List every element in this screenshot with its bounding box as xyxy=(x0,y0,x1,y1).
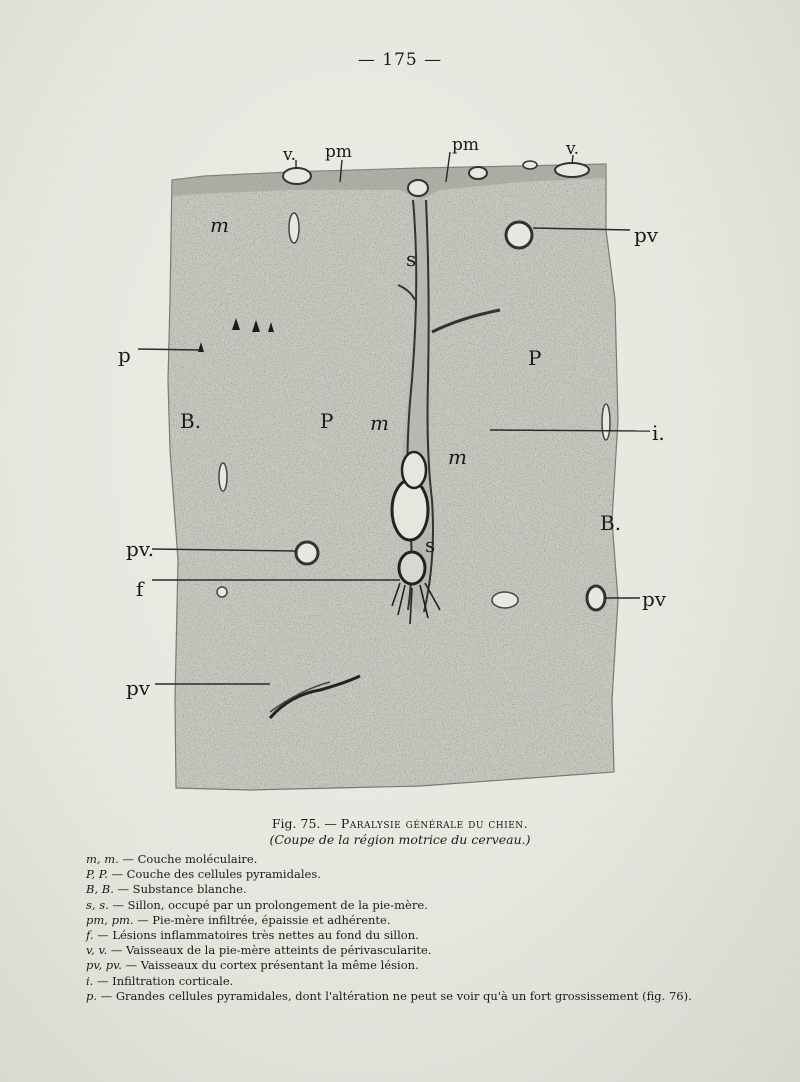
figure-legend xyxy=(86,852,766,1004)
legend-key: p. xyxy=(86,988,98,1003)
label-i-right: i. xyxy=(652,421,665,445)
legend-item xyxy=(86,913,766,928)
label-pm-right: pm xyxy=(452,135,480,155)
figure-caption-title xyxy=(0,815,800,832)
legend-key: pv, pv. xyxy=(86,958,122,973)
label-B-left: B. xyxy=(180,409,202,433)
label-B-right: B. xyxy=(600,511,622,535)
vessel-pv-left-mid xyxy=(296,542,318,564)
legend-item xyxy=(86,898,766,913)
legend-key: s, s. xyxy=(86,897,109,912)
legend-key: P, P. xyxy=(86,867,108,882)
legend-item xyxy=(86,943,766,958)
legend-item xyxy=(86,928,766,943)
vessel-v-left xyxy=(283,168,311,184)
legend-key: pm, pm. xyxy=(86,912,134,927)
legend-item xyxy=(86,867,766,882)
figure-caption-subtitle: (Coupe de la région motrice du cerveau.) xyxy=(269,832,531,847)
label-p-left: p xyxy=(118,343,131,367)
legend-item xyxy=(86,852,766,867)
vessel-pv-right-mid xyxy=(587,586,605,610)
vessel-pv-top-right xyxy=(506,222,532,248)
legend-text: — Pie-mère infiltrée, épaissie et adhérente. xyxy=(133,912,391,927)
label-P-right: P xyxy=(528,346,542,370)
legend-text: — Vaisseaux de la pie-mère atteints de périvascularite. xyxy=(107,943,432,958)
legend-text: — Grandes cellules pyramidales, dont l'altération ne peut se voir qu'à un fort grossissement (fig. 76). xyxy=(97,988,692,1003)
label-s-bottom: s xyxy=(425,533,436,557)
label-v-left: v. xyxy=(283,145,296,165)
legend-text: — Vaisseaux du cortex présentant la même lésion. xyxy=(121,958,419,973)
label-s-top: s xyxy=(406,247,417,271)
legend-text: — Couche moléculaire. xyxy=(118,852,258,866)
legend-item xyxy=(86,958,766,973)
legend-key: v, v. xyxy=(86,943,108,958)
vessel-v-right xyxy=(555,163,589,177)
legend-key: f. xyxy=(86,928,94,943)
legend-item xyxy=(86,989,766,1004)
label-pm-left: pm xyxy=(325,142,353,162)
legend-text: — Couche des cellules pyramidales. xyxy=(107,867,321,882)
legend-item xyxy=(86,974,766,989)
label-m-top: m xyxy=(210,213,229,237)
label-pv-bottom-left: pv xyxy=(126,676,151,700)
legend-key: B, B. xyxy=(86,882,114,897)
label-pv-left-mid: pv. xyxy=(126,537,155,561)
label-P-left: P xyxy=(320,409,334,433)
label-pv-right-mid: pv xyxy=(642,587,667,611)
legend-key: i. xyxy=(86,973,94,988)
legend-text: — Lésions inflammatoires très nettes au fond du sillon. xyxy=(93,928,419,943)
label-m-center-left: m xyxy=(370,411,389,435)
legend-key: m, m. xyxy=(86,852,119,866)
label-v-right: v. xyxy=(566,139,579,159)
legend-text: — Sillon, occupé par un prolongement de la pie-mère. xyxy=(108,897,428,912)
label-f-left: f xyxy=(136,577,144,601)
label-m-center-right: m xyxy=(448,445,467,469)
caption-prefix: Fig. 75. — xyxy=(271,816,337,831)
legend-text: — Substance blanche. xyxy=(113,882,247,897)
page-number: — 175 — xyxy=(357,50,443,70)
label-pv-top-right: pv xyxy=(634,223,659,247)
legend-text: — Infiltration corticale. xyxy=(93,973,234,988)
legend-item xyxy=(86,882,766,897)
caption-title-text: Paralysie générale du chien. xyxy=(340,816,529,831)
